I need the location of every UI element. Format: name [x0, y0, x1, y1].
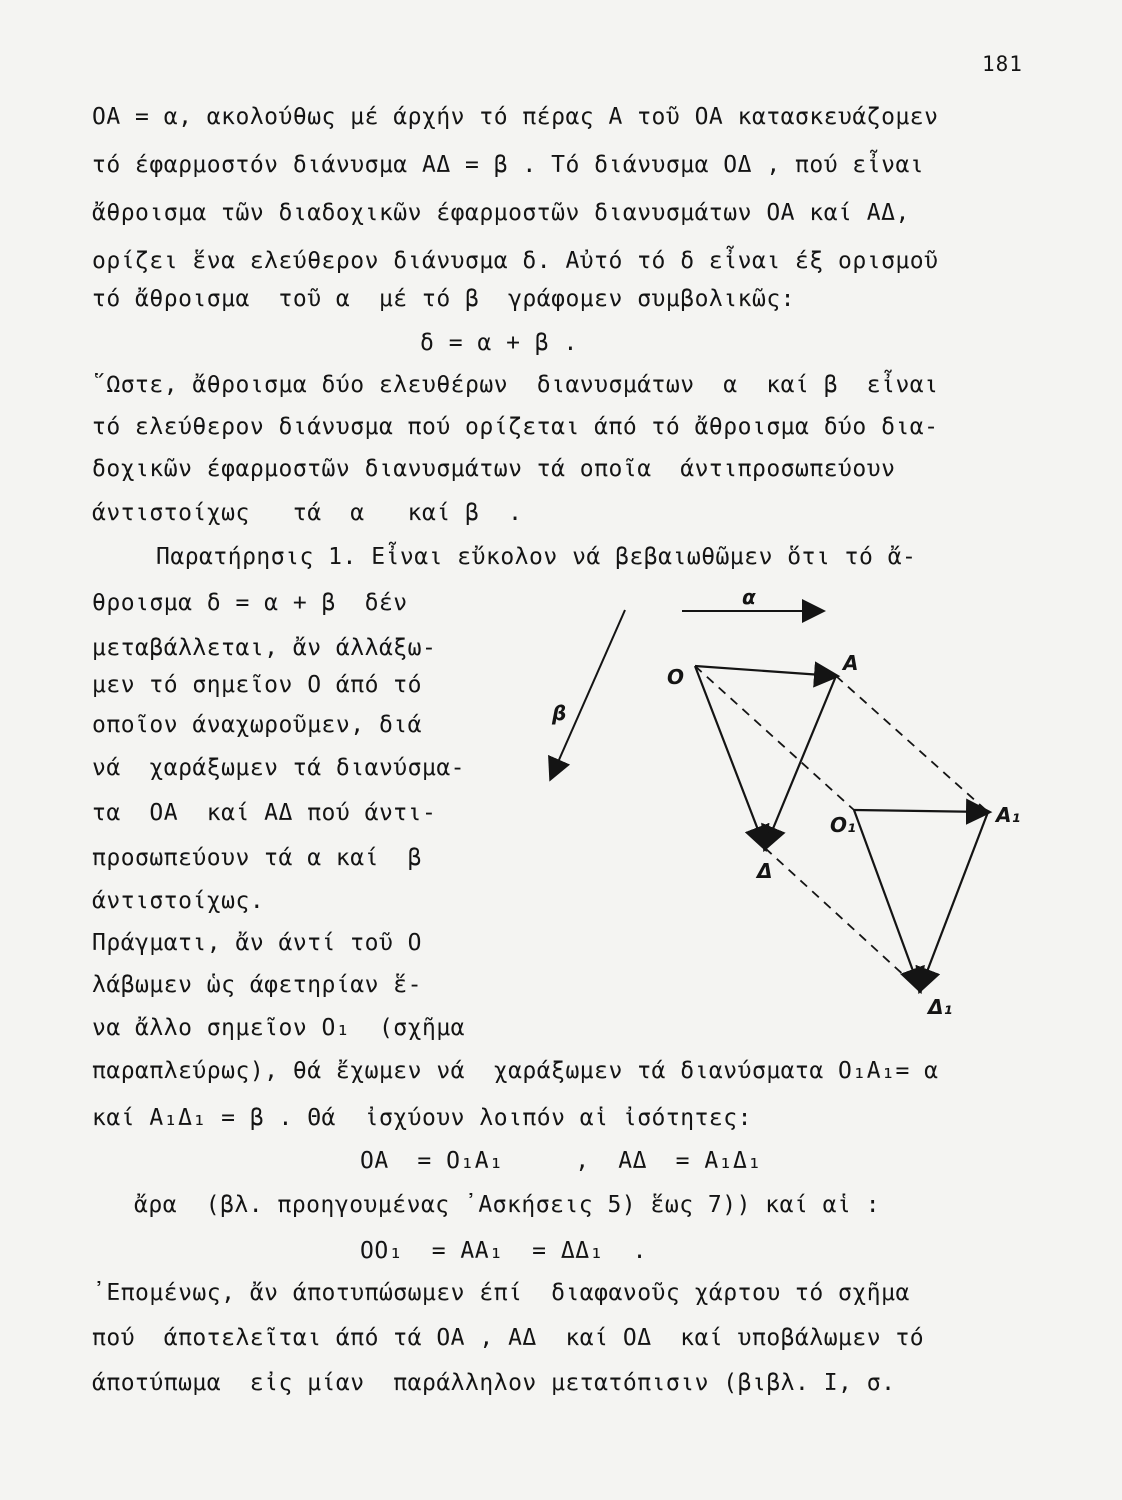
equation-line: δ = α + β .	[420, 330, 578, 356]
vector-o1d1	[854, 810, 920, 990]
beta-label: β	[552, 701, 567, 725]
dashed-dd1	[765, 848, 920, 990]
vector-a1d1	[920, 812, 988, 990]
text-line: τό ελεύθερον διάνυσμα πού ορίζεται άπό τό ἄθροισμα δύο δια-	[92, 414, 939, 440]
vector-od	[695, 666, 765, 848]
text-line: άντιστοίχως τά α καί β .	[92, 500, 523, 526]
equation-line: ΟΑ = Ο₁Α₁ , ΑΔ = Α₁Δ₁	[360, 1148, 762, 1174]
text-line: ἄρα (βλ. προηγουμένας ᾿Ασκήσεις 5) ἕως 7)) καί αἱ :	[134, 1192, 881, 1218]
text-line: ῞Ωστε, ἄθροισμα δύο ελευθέρων διανυσμάτων α καί β εἶναι	[92, 372, 939, 398]
text-line: μεταβάλλεται, ἄν άλλάξω-	[92, 635, 437, 661]
point-o1-label: O₁	[830, 813, 856, 837]
text-line: νά χαράξωμεν τά διανύσμα-	[92, 755, 466, 781]
alpha-label: α	[742, 585, 756, 609]
text-line: τό έφαρμοστόν διάνυσμα ΑΔ = β . Τό διάνυσμα ΟΔ , πού εἶναι	[92, 152, 925, 178]
text-line: ᾿Επομένως, ἄν άποτυπώσωμεν έπί διαφανοῦς χάρτου τό σχῆμα	[92, 1280, 910, 1306]
text-line: Πράγματι, ἄν άντί τοῦ Ο	[92, 930, 422, 956]
point-o-label: O	[667, 665, 685, 689]
point-a1-label: A₁	[996, 803, 1021, 827]
remark-heading-line: Παρατήρησις 1. Εἶναι εὔκολον νά βεβαιωθῶμεν ὅτι τό ἄ-	[156, 544, 917, 570]
point-a-label: A	[843, 651, 859, 675]
text-line: ορίζει ἕνα ελεύθερον διάνυσμα δ. Αὐτό τό δ εἶναι έξ ορισμοῦ	[92, 248, 939, 274]
text-line: παραπλεύρως), θά ἔχωμεν νά χαράξωμεν τά διανύσματα Ο₁Α₁= α	[92, 1058, 939, 1084]
text-line: δοχικῶν έφαρμοστῶν διανυσμάτων τά οποῖα άντιπροσωπεύουν	[92, 456, 896, 482]
text-line: καί Α₁Δ₁ = β . Θά ἰσχύουν λοιπόν αἱ ἰσότητες:	[92, 1105, 752, 1131]
text-line: οποῖον άναχωροῦμεν, διά	[92, 712, 422, 738]
text-line: ἄθροισμα τῶν διαδοχικῶν έφαρμοστῶν διανυσμάτων ΟΑ καί ΑΔ,	[92, 200, 910, 226]
dashed-aa1	[836, 676, 988, 812]
point-d-label: Δ	[757, 859, 773, 883]
vector-oa	[695, 666, 836, 676]
beta-vector	[551, 610, 625, 778]
text-line: λάβωμεν ὡς άφετηρίαν ἕ-	[92, 972, 422, 998]
text-line: τα ΟΑ καί ΑΔ πού άντι-	[92, 800, 437, 826]
text-line: να ἄλλο σημεῖον Ο₁ (σχῆμα	[92, 1015, 466, 1041]
text-line: προσωπεύουν τά α καί β	[92, 845, 422, 871]
text-line: άντιστοίχως.	[92, 888, 265, 914]
text-line: ΟΑ = α, ακολούθως μέ άρχήν τό πέρας Α τοῦ ΟΑ κατασκευάζομεν	[92, 104, 939, 130]
text-line: θροισμα δ = α + β δέν	[92, 590, 408, 616]
vector-ad	[765, 676, 836, 848]
text-line: άποτύπωμα εἰς μίαν παράλληλον μετατόπισιν (βιβλ. Ι, σ.	[92, 1370, 896, 1396]
page-number: 181	[982, 52, 1023, 76]
text-line: μεν τό σημεῖον Ο άπό τό	[92, 672, 422, 698]
text-line: πού άποτελεῖται άπό τά ΟΑ , ΑΔ καί ΟΔ καί υποβάλωμεν τό	[92, 1325, 925, 1351]
equation-line: ΟΟ₁ = ΑΑ₁ = ΔΔ₁ .	[360, 1238, 647, 1264]
point-d1-label: Δ₁	[928, 995, 953, 1019]
text-line: τό ἄθροισμα τοῦ α μέ τό β γράφομεν συμβολικῶς:	[92, 286, 796, 312]
vector-o1a1	[854, 810, 988, 812]
